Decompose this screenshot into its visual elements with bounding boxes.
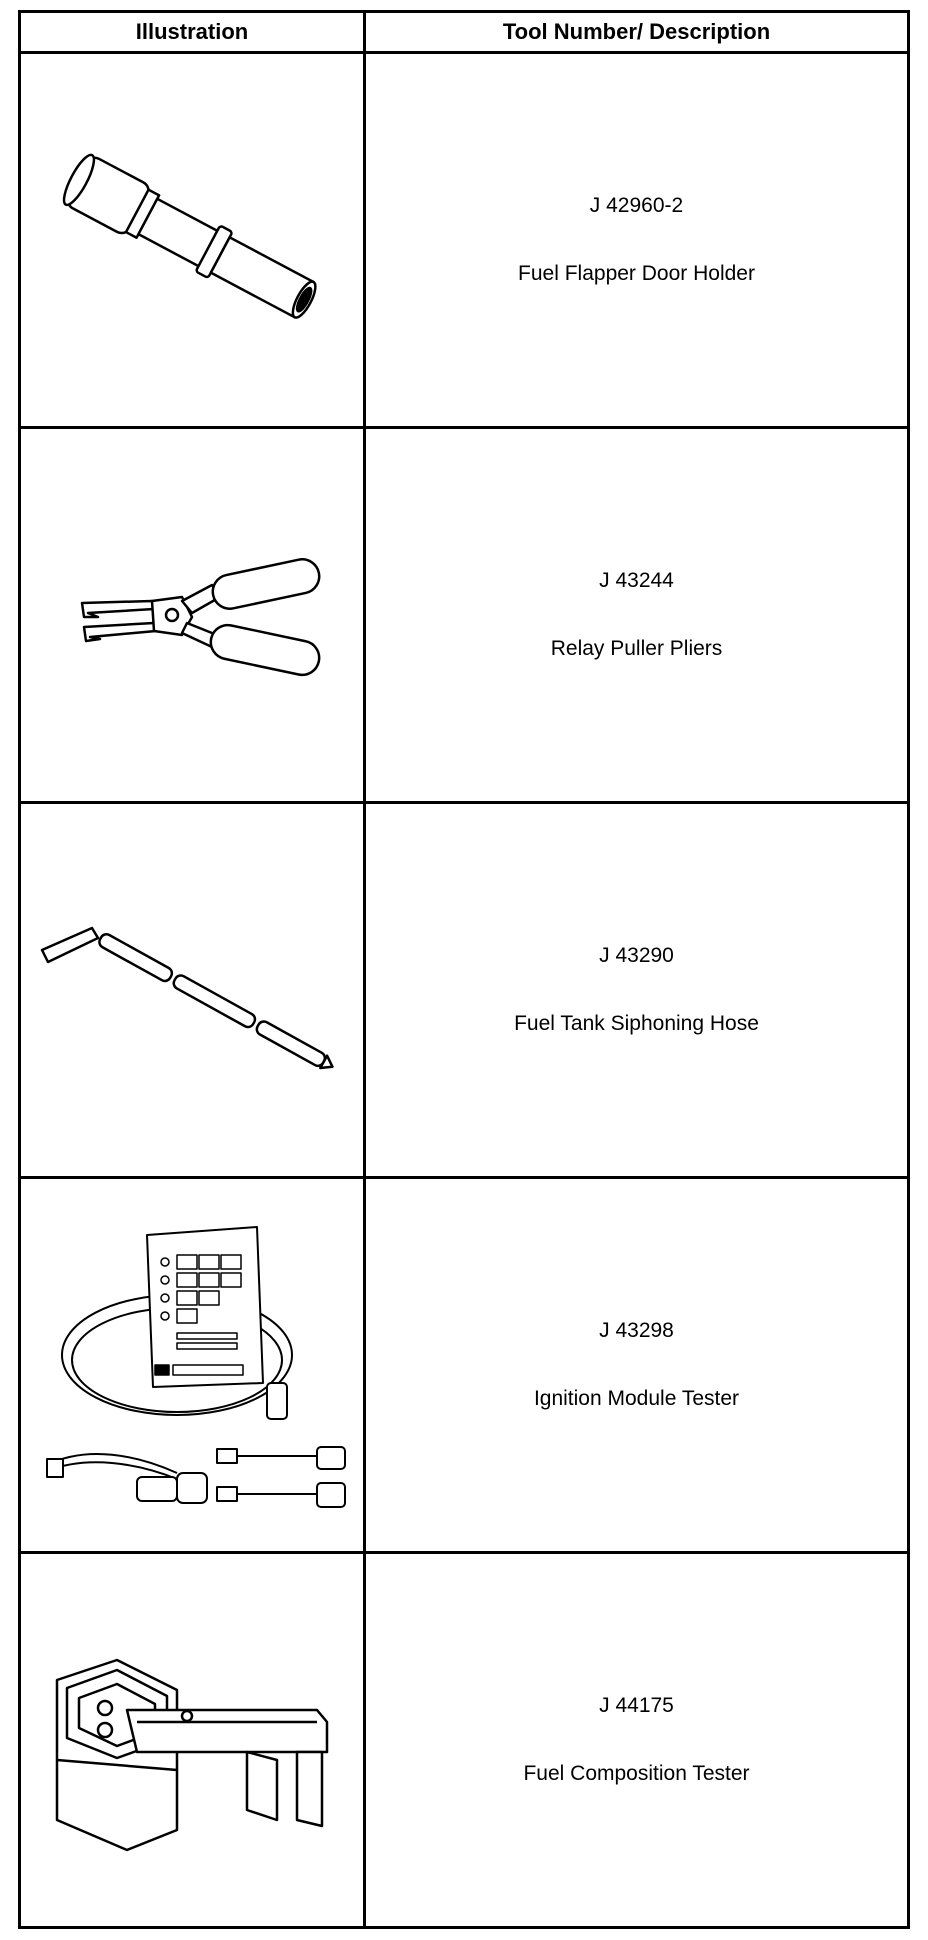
table-header-row <box>20 12 909 53</box>
tool-number: J 43298 <box>599 1319 674 1342</box>
description-cell <box>365 803 909 1178</box>
tool-table <box>18 10 910 1929</box>
illustration-cell <box>20 428 365 803</box>
illustration-cell <box>20 1553 365 1928</box>
description-cell <box>365 428 909 803</box>
fuel-composition-tester-icon <box>27 1590 357 1890</box>
fuel-flapper-door-holder-icon <box>42 120 342 360</box>
description-cell <box>365 1178 909 1553</box>
tool-description: Fuel Tank Siphoning Hose <box>514 1012 759 1035</box>
tool-number: J 42960-2 <box>589 194 684 217</box>
description-cell <box>365 53 909 428</box>
ignition-module-tester-icon <box>27 1215 357 1515</box>
tool-number: J 43244 <box>599 569 674 592</box>
tool-number: J 43290 <box>599 944 674 967</box>
table-row <box>20 428 909 803</box>
table-row <box>20 1178 909 1553</box>
illustration-cell <box>20 53 365 428</box>
tool-description: Relay Puller Pliers <box>550 637 723 660</box>
tool-description: Ignition Module Tester <box>533 1387 740 1410</box>
description-cell <box>365 1553 909 1928</box>
table-row <box>20 1553 909 1928</box>
table-row <box>20 53 909 428</box>
relay-puller-pliers-icon <box>42 505 342 725</box>
illustration-cell <box>20 1178 365 1553</box>
tool-number: J 44175 <box>599 1694 674 1717</box>
header-illustration: Illustration <box>20 12 365 53</box>
tool-description: Fuel Flapper Door Holder <box>518 262 755 285</box>
fuel-tank-siphoning-hose-icon <box>32 870 352 1110</box>
table-row <box>20 803 909 1178</box>
illustration-cell <box>20 803 365 1178</box>
header-tool-description: Tool Number/ Description <box>365 12 909 53</box>
tool-description: Fuel Composition Tester <box>523 1762 750 1785</box>
